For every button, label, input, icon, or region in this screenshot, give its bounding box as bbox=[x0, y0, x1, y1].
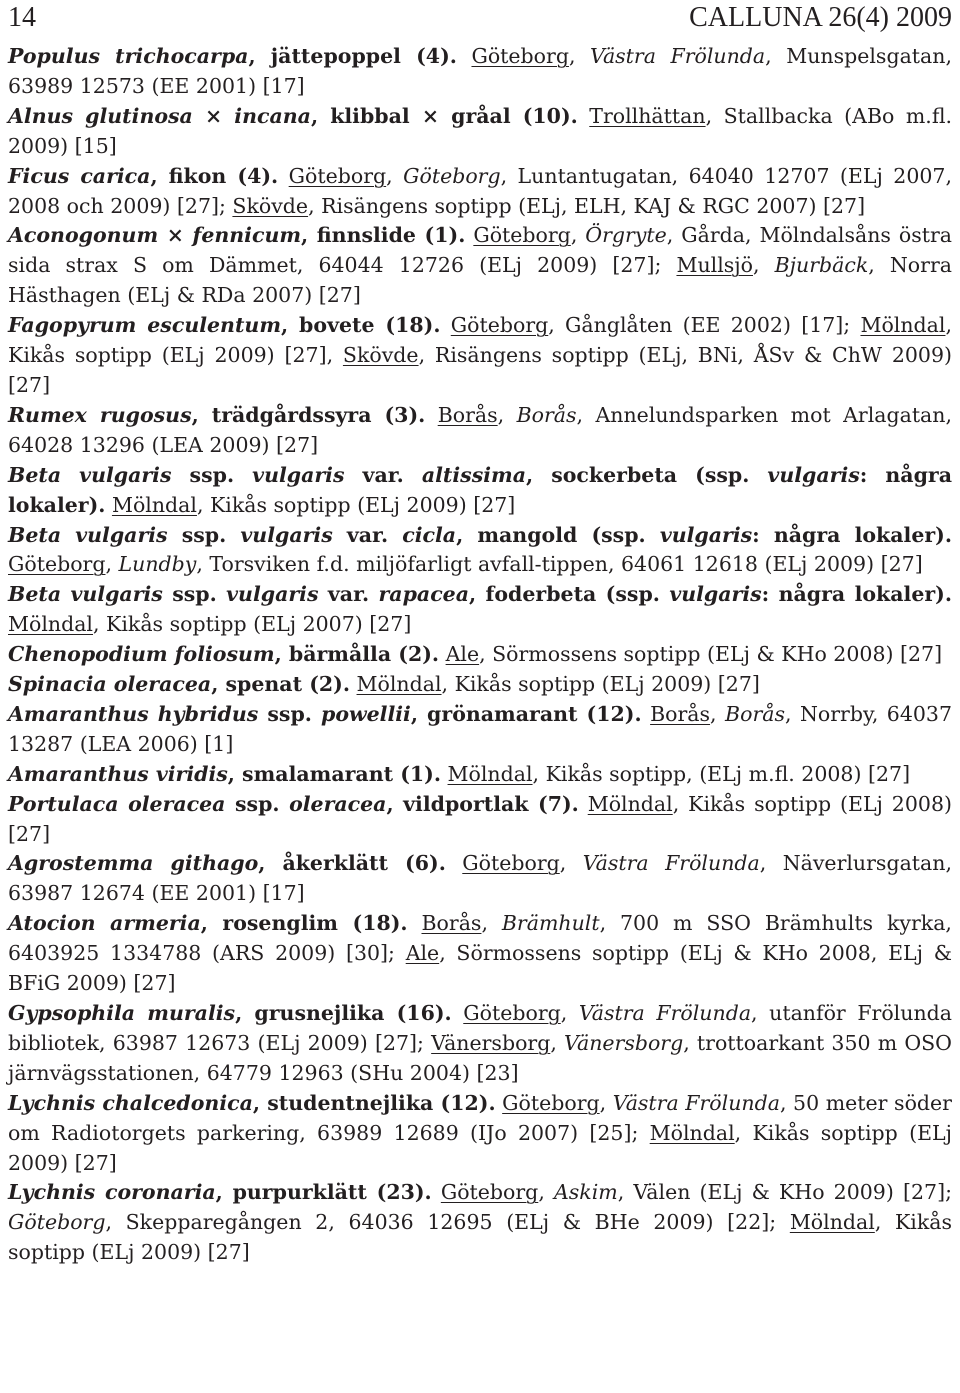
taxon-text: , sockerbeta (ssp. bbox=[526, 462, 768, 487]
species-entry bbox=[8, 1178, 952, 1268]
scientific-name: rapacea bbox=[378, 582, 470, 607]
species-entry bbox=[8, 221, 952, 311]
taxon-name bbox=[8, 762, 441, 786]
italic-text: Askim bbox=[553, 1180, 618, 1205]
taxon-text: , spenat (2). bbox=[211, 672, 350, 697]
species-entry bbox=[8, 401, 952, 461]
locality-link: Borås bbox=[437, 402, 498, 427]
species-entry bbox=[8, 700, 952, 760]
locality-link: Göteborg bbox=[502, 1090, 600, 1115]
taxon-text: , klibbal × gråal (10). bbox=[310, 103, 578, 128]
taxon-text: , smalamarant (1). bbox=[227, 761, 442, 786]
taxon-name bbox=[8, 851, 446, 875]
locality-link: Göteborg bbox=[8, 552, 106, 577]
text-run: , bbox=[481, 911, 502, 936]
text-run: , Stallbacka (ABo m.fl. 2009) [15] bbox=[8, 103, 953, 158]
scientific-name: vulgaris bbox=[252, 462, 345, 487]
taxon-name bbox=[8, 523, 952, 547]
locality-link: Ale bbox=[445, 642, 480, 667]
text-run: , Sörmossens soptipp (ELj & KHo 2008, ELj & BFiG 2009) [27] bbox=[8, 941, 952, 996]
taxon-text: : några lokaler). bbox=[8, 462, 952, 517]
page-header bbox=[8, 0, 952, 42]
locality-link: Skövde bbox=[342, 343, 419, 368]
text-run: , 50 meter söder om Radiotorgets parkering, 63989 12689 (IJo 2007) [25]; bbox=[8, 1090, 952, 1145]
text-run bbox=[278, 164, 288, 188]
text-run: , Annelundsparken mot Arlagatan, 64028 13296 (LEA 2009) [27] bbox=[8, 402, 952, 457]
text-run: , bbox=[550, 1030, 565, 1055]
species-entry bbox=[8, 162, 952, 222]
text-run: , bbox=[570, 223, 586, 248]
italic-text: Västra Frölunda bbox=[612, 1090, 780, 1115]
scientific-name: altissima bbox=[421, 462, 527, 487]
taxon-text: : några lokaler). bbox=[761, 582, 952, 607]
italic-text: Västra Frölunda bbox=[582, 851, 760, 876]
italic-text: Borås bbox=[725, 701, 785, 726]
locality-link: Mölndal bbox=[8, 612, 93, 637]
species-entry bbox=[8, 1089, 952, 1179]
text-run: , Luntantugatan, 64040 12707 (ELj 2007, 2008 och 2009) [27]; bbox=[8, 163, 952, 218]
taxon-text: , foderbeta (ssp. bbox=[469, 582, 670, 607]
taxon-name bbox=[8, 1001, 452, 1025]
italic-text: Brämhult bbox=[501, 911, 600, 936]
text-run: , Sörmossens soptipp (ELj & KHo 2008) [27] bbox=[479, 642, 943, 667]
scientific-name: Chenopodium foliosum bbox=[8, 642, 275, 667]
italic-text: Göteborg bbox=[8, 1210, 106, 1235]
text-run: , bbox=[568, 44, 591, 68]
scientific-name: vulgaris bbox=[659, 522, 753, 547]
scientific-name: Spinacia oleracea bbox=[8, 672, 212, 697]
taxon-name bbox=[8, 642, 439, 666]
scientific-name: Gypsophila muralis bbox=[8, 1001, 236, 1025]
text-run: , Risängens soptipp (ELj, ELH, KAJ & RGC 2007) [27] bbox=[308, 193, 866, 218]
taxon-text: , rosenglim (18). bbox=[200, 911, 408, 936]
scientific-name: Lychnis coronaria bbox=[8, 1180, 216, 1205]
taxon-text: , jättepoppel (4). bbox=[248, 44, 457, 68]
locality-link: Göteborg bbox=[462, 851, 560, 876]
taxon-name bbox=[8, 313, 440, 337]
taxon-text: ssp. bbox=[162, 582, 227, 607]
text-run: , bbox=[386, 163, 404, 188]
text-run: , Gånglåten (EE 2002) [17]; bbox=[548, 313, 861, 338]
locality-link: Göteborg bbox=[440, 1180, 539, 1205]
taxon-text: , fikon (4). bbox=[150, 163, 279, 188]
taxon-name bbox=[8, 104, 578, 128]
taxon-text: , trädgårdssyra (3). bbox=[191, 402, 426, 427]
text-run: , utanför Frölunda bibliotek, 63987 12673 (ELj 2009) [27]; bbox=[8, 1001, 952, 1055]
text-run: , Skepparegången 2, 64036 12695 (ELj & BHe 2009) [22]; bbox=[105, 1210, 790, 1235]
scientific-name: Rumex rugosus bbox=[8, 402, 192, 427]
locality-link: Trollhättan bbox=[589, 103, 706, 128]
italic-text: Borås bbox=[516, 402, 577, 427]
text-run: , Gårda, Mölndalsåns östra sida strax S om Dämmet, 64044 12726 (ELj 2009) [27]; bbox=[8, 223, 953, 278]
scientific-name: Portulaca oleracea bbox=[8, 791, 226, 816]
text-run bbox=[440, 313, 450, 337]
taxon-text: , mangold (ssp. bbox=[456, 522, 660, 547]
locality-link: Mölndal bbox=[649, 1120, 735, 1145]
text-run: , Näverlursgatan, 63987 12674 (EE 2001) [17] bbox=[8, 851, 952, 906]
taxon-text: , grusnejlika (16). bbox=[235, 1001, 452, 1025]
species-entry bbox=[8, 311, 952, 401]
scientific-name: vulgaris bbox=[226, 582, 319, 607]
text-run: , bbox=[497, 402, 517, 427]
taxon-text: : några lokaler). bbox=[752, 522, 952, 547]
taxon-name bbox=[8, 792, 579, 816]
scientific-name: Amaranthus viridis bbox=[8, 761, 228, 786]
text-run: , Kikås soptipp (ELj 2009) [27] bbox=[8, 1120, 953, 1175]
scientific-name: fennicum bbox=[192, 223, 302, 248]
scientific-name: vulgaris bbox=[240, 522, 333, 547]
taxon-name bbox=[8, 1180, 432, 1204]
taxon-text: , åkerklätt (6). bbox=[258, 851, 446, 876]
italic-text: Västra Frölunda bbox=[578, 1001, 752, 1025]
taxon-name bbox=[8, 1091, 496, 1115]
taxon-text: ssp. bbox=[167, 522, 241, 547]
text-run: , Kikås soptipp (ELj 2009) [27] bbox=[196, 492, 516, 517]
scientific-name: Aconogonum bbox=[8, 223, 159, 248]
locality-link: Mullsjö bbox=[676, 253, 753, 278]
journal-title: CALLUNA 26(4) 2009 bbox=[689, 2, 952, 33]
text-run: , bbox=[105, 552, 119, 577]
scientific-name: oleracea bbox=[289, 791, 387, 816]
species-entry bbox=[8, 790, 952, 850]
species-entry bbox=[8, 999, 952, 1089]
locality-link: Mölndal bbox=[111, 492, 197, 517]
scientific-name: Atocion armeria bbox=[8, 911, 201, 936]
text-run: , bbox=[599, 1090, 613, 1115]
scientific-name: powellii bbox=[320, 701, 411, 726]
text-run: , bbox=[538, 1180, 554, 1205]
text-run: , Kikås soptipp (ELj 2008) [27] bbox=[8, 791, 952, 846]
italic-text: Lundby bbox=[118, 552, 197, 577]
taxon-text: , purpurklätt (23). bbox=[215, 1180, 432, 1205]
scientific-name: Beta vulgaris bbox=[8, 582, 163, 607]
taxon-text: × bbox=[158, 223, 193, 248]
italic-text: Västra Frölunda bbox=[590, 44, 766, 68]
text-run bbox=[408, 911, 422, 935]
taxon-text: ssp. bbox=[225, 791, 290, 816]
species-entry bbox=[8, 580, 952, 640]
text-run: , Kikås soptipp (ELj 2009) [27] bbox=[441, 672, 760, 697]
text-run: , Kikås soptipp, (ELj m.fl. 2008) [27] bbox=[532, 761, 911, 786]
locality-link: Mölndal bbox=[587, 791, 673, 816]
text-run bbox=[578, 104, 590, 128]
locality-link: Ale bbox=[405, 941, 440, 966]
text-run bbox=[425, 403, 437, 427]
taxon-text: , finnslide (1). bbox=[301, 223, 466, 248]
locality-link: Göteborg bbox=[450, 313, 549, 338]
scientific-name: cicla bbox=[402, 522, 457, 547]
text-run: , Kikås soptipp (ELj 2009) [27] bbox=[8, 1210, 953, 1265]
text-run bbox=[642, 702, 650, 726]
taxon-name bbox=[8, 672, 350, 696]
taxon-text: × bbox=[192, 103, 235, 128]
scientific-name: Lychnis chalcedonica bbox=[8, 1090, 253, 1115]
locality-link: Vänersborg bbox=[431, 1030, 551, 1055]
taxon-name bbox=[8, 702, 642, 726]
species-entry bbox=[8, 849, 952, 909]
text-run: , bbox=[752, 253, 775, 278]
species-entry bbox=[8, 640, 952, 670]
text-run bbox=[579, 792, 588, 816]
text-run: , Norra Hästhagen (ELj & RDa 2007) [27] bbox=[8, 253, 952, 308]
document-page bbox=[8, 0, 952, 1268]
locality-link: Mölndal bbox=[860, 313, 946, 338]
taxon-text: , studentnejlika (12). bbox=[252, 1090, 496, 1115]
species-list bbox=[8, 42, 952, 1268]
locality-link: Mölndal bbox=[356, 672, 442, 697]
text-run: , Kikås soptipp (ELj 2009) [27], bbox=[8, 313, 952, 368]
species-entry bbox=[8, 42, 952, 102]
scientific-name: Beta vulgaris bbox=[8, 522, 168, 547]
scientific-name: vulgaris bbox=[669, 582, 762, 607]
text-run: , Kikås soptipp (ELj 2007) [27] bbox=[93, 612, 412, 637]
scientific-name: Fagopyrum esculentum bbox=[8, 313, 282, 338]
taxon-text: , grönamarant (12). bbox=[410, 701, 642, 726]
taxon-name bbox=[8, 911, 408, 935]
text-run: , trottoarkant 350 m OSO järnvägsstationen, 64779 12963 (SHu 2004) [23] bbox=[8, 1030, 952, 1085]
taxon-name bbox=[8, 44, 457, 68]
taxon-text: , bärmålla (2). bbox=[274, 642, 440, 667]
text-run: , 700 m SSO Brämhults kyrka, 6403925 1334788 (ARS 2009) [30]; bbox=[8, 911, 952, 966]
locality-link: Göteborg bbox=[288, 163, 387, 188]
text-run bbox=[457, 44, 472, 68]
taxon-text: ssp. bbox=[258, 701, 321, 726]
locality-link: Borås bbox=[650, 701, 711, 726]
taxon-name bbox=[8, 223, 465, 247]
species-entry bbox=[8, 521, 952, 581]
species-entry bbox=[8, 760, 952, 790]
locality-link: Mölndal bbox=[789, 1210, 875, 1235]
species-entry bbox=[8, 909, 952, 999]
italic-text: Göteborg bbox=[403, 163, 501, 188]
species-entry bbox=[8, 670, 952, 700]
italic-text: Örgryte bbox=[585, 223, 667, 248]
locality-link: Göteborg bbox=[471, 44, 569, 68]
text-run bbox=[452, 1001, 464, 1025]
italic-text: Bjurbäck bbox=[774, 253, 869, 278]
taxon-text: , vildportlak (7). bbox=[386, 791, 579, 816]
text-run: , Välen (ELj & KHo 2009) [27]; bbox=[617, 1180, 952, 1205]
page-number: 14 bbox=[8, 2, 36, 33]
scientific-name: Ficus carica bbox=[8, 163, 151, 188]
text-run: , bbox=[560, 1001, 579, 1025]
taxon-text: var. bbox=[318, 582, 379, 607]
locality-link: Borås bbox=[421, 911, 482, 936]
scientific-name: incana bbox=[234, 103, 311, 128]
taxon-text: var. bbox=[332, 522, 403, 547]
text-run: , bbox=[710, 701, 726, 726]
text-run: , Munspelsgatan, 63989 12573 (EE 2001) [17] bbox=[8, 44, 952, 98]
scientific-name: vulgaris bbox=[767, 462, 860, 487]
scientific-name: Agrostemma githago bbox=[8, 851, 259, 876]
text-run: , Risängens soptipp (ELj, BNi, ÅSv & ChW 2009) [27] bbox=[8, 343, 953, 397]
text-run: , bbox=[559, 851, 583, 876]
locality-link: Göteborg bbox=[463, 1001, 561, 1025]
text-run bbox=[432, 1180, 441, 1204]
locality-link: Skövde bbox=[232, 193, 309, 218]
taxon-name bbox=[8, 403, 425, 427]
locality-link: Mölndal bbox=[447, 761, 533, 786]
taxon-text: var. bbox=[344, 462, 422, 487]
text-run bbox=[446, 851, 462, 875]
locality-link: Göteborg bbox=[473, 223, 571, 248]
scientific-name: Alnus glutinosa bbox=[8, 103, 193, 128]
text-run: , Torsviken f.d. miljöfarligt avfall-tippen, 64061 12618 (ELj 2009) [27] bbox=[196, 552, 923, 577]
taxon-text: , bovete (18). bbox=[281, 313, 441, 338]
scientific-name: Beta vulgaris bbox=[8, 462, 172, 487]
taxon-name bbox=[8, 164, 278, 188]
scientific-name: Populus trichocarpa bbox=[8, 44, 249, 68]
species-entry bbox=[8, 102, 952, 162]
scientific-name: Amaranthus hybridus bbox=[8, 701, 259, 726]
taxon-text: ssp. bbox=[171, 462, 253, 487]
text-run: , Norrby, 64037 13287 (LEA 2006) [1] bbox=[8, 701, 952, 756]
species-entry bbox=[8, 461, 952, 521]
italic-text: Vänersborg bbox=[564, 1030, 684, 1055]
taxon-name bbox=[8, 582, 952, 606]
